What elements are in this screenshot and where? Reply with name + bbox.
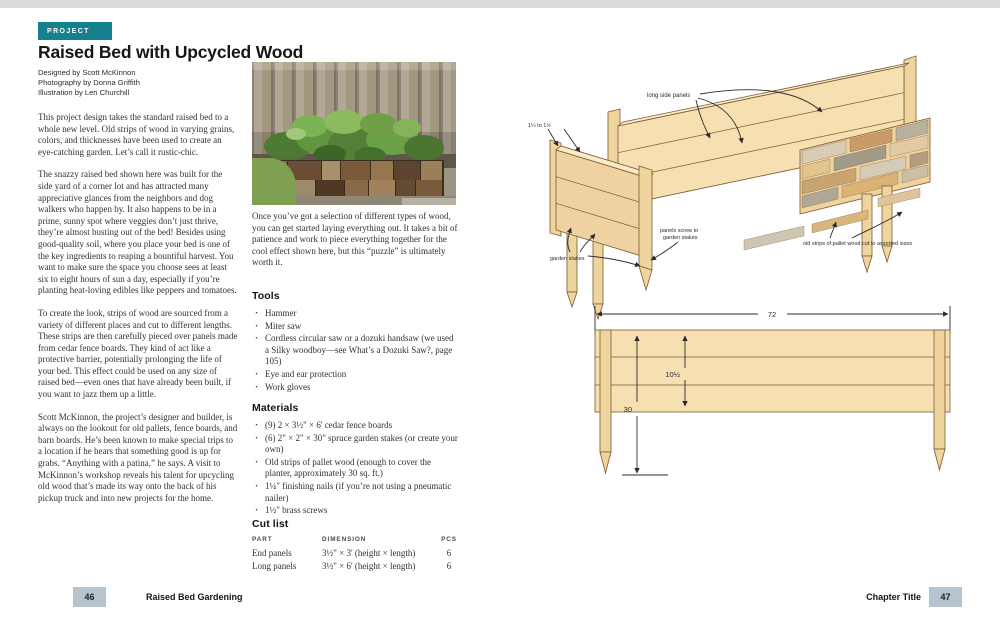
tool-item: · Miter saw <box>252 321 458 333</box>
material-item: · (6) 2" × 2" × 30" spruce garden stakes (or create your own) <box>252 433 458 456</box>
table-row <box>252 547 462 560</box>
cut-list-header-row <box>252 536 462 547</box>
material-item: · (9) 2 × 3½" × 6' cedar fence boards <box>252 420 458 432</box>
page-number-left: 46 <box>73 587 106 607</box>
tools-heading: Tools <box>252 290 280 302</box>
intro-text-column <box>38 112 238 515</box>
elevation-panel <box>595 330 950 412</box>
cell-part: End panels <box>252 548 292 558</box>
materials-heading: Materials <box>252 402 299 414</box>
column-header-pcs: PCS <box>441 536 457 543</box>
cell-part: Long panels <box>252 560 297 571</box>
credit-designer: Designed by Scott McKinnon <box>38 68 136 77</box>
cell-dimension: 3½" × 6' (height × length) <box>322 560 416 571</box>
cut-list-heading: Cut list <box>252 518 289 530</box>
paragraph: To create the look, strips of wood are sourced from a variety of different places and cut to different lengths. These strips are then carefully pieced over panels made from cedar fence boards. They kind of act like a protective barrier, potentially prolonging the life of your bed. This effect could be used on any size of raised bed—even ones that have already been built, if you want to jazz them up a little. <box>38 307 238 400</box>
column-header-dimension: DIMENSION <box>322 536 367 543</box>
label-assembly-note-2: garden stakes <box>663 235 698 241</box>
cell-pcs: 6 <box>446 548 452 558</box>
label-garden-stakes: garden stakes <box>550 256 585 262</box>
tool-item: · Cordless circular saw or a dozuki handsaw (we used a Silky woodboy—see What’s a Dozuki Saw?, page 105) <box>252 333 458 368</box>
material-item: · 1¼" finishing nails (if you’re not using a pneumatic nailer) <box>252 481 458 504</box>
elevation-stake-left <box>600 330 611 473</box>
table-row <box>252 560 462 573</box>
paragraph: Scott McKinnon, the project’s designer and builder, is always on the lookout for old pallets, fence boards, and barn boards. He’s been known to make special trips to a location if he hears that something good is up for grabs. “Anything with a patina,” he says. A visit to McKinnon’s workshop reveals his talent for upcycling old wood that’s made its way onto the back of his pickup truck and into new projects for the home. <box>38 411 238 503</box>
cell-dimension: 3½" × 3' (height × length) <box>322 548 416 558</box>
paragraph: The snazzy raised bed shown here was built for the side yard of a corner lot and has attracted many appreciative glances from the neighbors and dog walkers who happen by. It also happens to be in a prime, sunny spot where veggies don’t just thrive, they’re almost busting out of the bed! Besides using good-quality soil, where you place your bed is one of the key ingredients to reaping a bountiful harvest. You want to make sure the space you choose sees at least six to eight hours of sun a day, especially if you’re planting heat-loving edibles like peppers and tomatoes. <box>38 169 237 296</box>
credit-illustrator: Illustration by Len Churchill <box>38 88 130 97</box>
elevation-view <box>595 306 950 475</box>
project-badge: PROJECT <box>38 22 112 40</box>
material-item: · 1½" brass screws <box>252 505 458 517</box>
label-assembly-note: panels screw to <box>660 228 699 234</box>
corner-stake-front <box>639 166 652 290</box>
material-item: · Old strips of pallet wood (enough to cover the planter, approximately 30 sq. ft.) <box>252 457 458 480</box>
running-chapter-title: Chapter Title <box>866 592 921 602</box>
dimension-stake-length: 30 <box>623 405 632 414</box>
paragraph: Once you’ve got a selection of different types of wood, you can get started laying everything out. It takes a bit of patience and work to piece everything together for the cool effect shown here, but this “puzzle” is ultimately worth it. <box>252 211 458 268</box>
tool-item: · Work gloves <box>252 382 458 394</box>
paragraph: This project design takes the standard raised bed to a whole new level. Old strips of wood in varying grains, colors, and thicknesses have been used to create an eye-catching garden. Let’s call it rustic-chic. <box>38 112 235 157</box>
raised-bed-photo <box>252 62 456 205</box>
credits-block <box>38 68 140 98</box>
dimension-panel-height: 10½ <box>665 370 680 379</box>
running-book-title: Raised Bed Gardening <box>146 592 243 602</box>
footer-left <box>73 587 243 607</box>
cell-pcs: 6 <box>446 560 452 571</box>
tool-item: · Eye and ear protection <box>252 369 458 381</box>
elevation-stake-right <box>934 330 945 470</box>
planter-drawing <box>500 0 1000 617</box>
label-top-dimension: 1¼ to 1½ <box>528 123 551 129</box>
exploded-view <box>528 56 930 319</box>
page-number-right: 47 <box>929 587 962 607</box>
dimension-length: 72 <box>767 310 777 319</box>
label-pallet-strips: old strips of pallet wood cut to assorted sizes <box>803 241 913 247</box>
credit-photographer: Photography by Donna Griffith <box>38 78 141 87</box>
photo-path <box>402 198 456 205</box>
label-long-panels: long side panels <box>647 93 691 99</box>
tool-item: · Hammer <box>252 308 458 320</box>
materials-section <box>252 402 458 518</box>
construction-illustration <box>500 0 1000 617</box>
cut-list-section <box>252 518 462 572</box>
tools-section <box>252 290 458 394</box>
photo-caption-column <box>252 211 458 280</box>
column-header-part: PART <box>252 536 273 543</box>
page-title: Raised Bed with Upcycled Wood <box>38 42 304 62</box>
